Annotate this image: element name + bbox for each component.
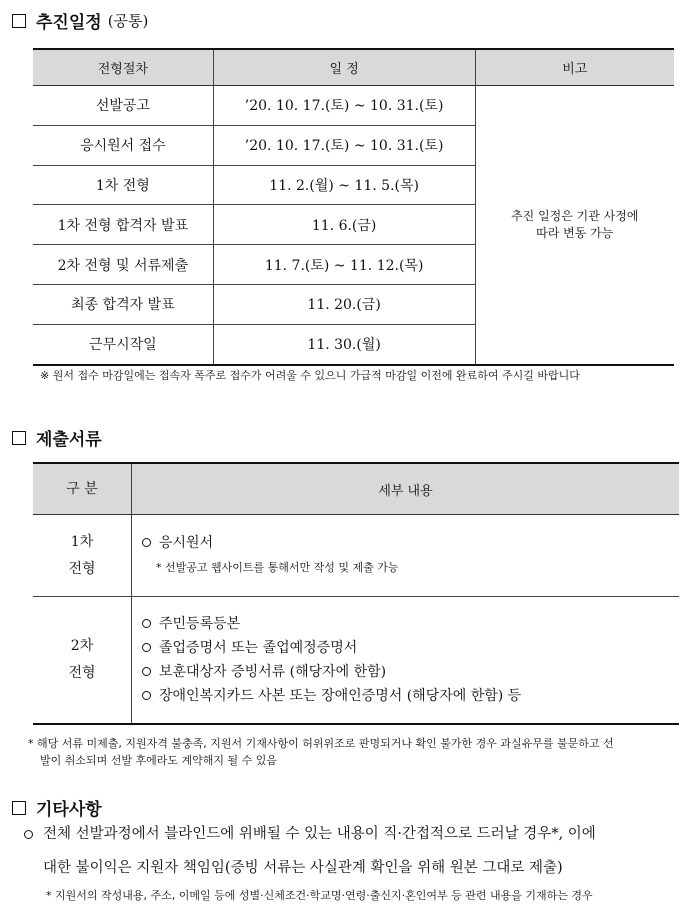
step-cell: 근무시작일 bbox=[33, 324, 213, 364]
circle-bullet-icon bbox=[142, 691, 151, 700]
footnote-line: * 해당 서류 미제출, 지원자격 불충족, 지원서 기재사항이 허위위조로 판명되거나 확인 불가한 경우 과실유무를 불문하고 선 bbox=[28, 737, 614, 750]
list-item bbox=[138, 531, 678, 555]
header-remark: 비고 bbox=[475, 49, 674, 86]
table-row bbox=[33, 515, 679, 597]
table-row bbox=[33, 597, 679, 724]
date-cell: 11. 2.(월) ~ 11. 5.(목) bbox=[213, 165, 475, 205]
step-cell: 1차 전형 합격자 발표 bbox=[33, 205, 213, 245]
step-cell: 최종 합격자 발표 bbox=[33, 284, 213, 324]
documents-footnote bbox=[28, 735, 688, 769]
documents-header-row bbox=[33, 463, 679, 515]
documents-section-title bbox=[12, 425, 102, 450]
step-cell: 2차 전형 및 서류제출 bbox=[33, 245, 213, 285]
other-subnote: * 지원서의 작성내용, 주소, 이메일 등에 성별·신체조건·학교명·연령·출신지·혼인여부 등 관련 내용을 기재하는 경우 bbox=[46, 889, 593, 902]
circle-bullet-icon bbox=[24, 830, 33, 839]
header-date: 일 정 bbox=[213, 49, 475, 86]
item-text: 대한 불이익은 지원자 책임임(증빙 서류는 사실관계 확인을 위해 원본 그대로 제출) bbox=[43, 860, 563, 876]
list-item bbox=[138, 684, 678, 708]
schedule-title: 추진일정 bbox=[36, 13, 102, 33]
list-item bbox=[138, 612, 678, 636]
list-item bbox=[138, 636, 678, 660]
date-cell: 11. 20.(금) bbox=[213, 284, 475, 324]
circle-bullet-icon bbox=[142, 538, 151, 547]
category-line: 전형 bbox=[68, 560, 96, 577]
circle-bullet-icon bbox=[142, 643, 151, 652]
item-text: 졸업증명서 또는 졸업예정증명서 bbox=[159, 639, 358, 656]
checkbox-square-icon bbox=[12, 431, 26, 445]
header-step: 전형절차 bbox=[33, 49, 213, 86]
details-cell bbox=[132, 515, 680, 597]
date-cell: 11. 6.(금) bbox=[213, 205, 475, 245]
documents-title: 제출서류 bbox=[36, 430, 102, 450]
other-item bbox=[20, 820, 680, 882]
item-text: 전체 선발과정에서 블라인드에 위배될 수 있는 내용이 직·간접적으로 드러날 경우*, 이에 bbox=[43, 826, 596, 842]
step-cell: 1차 전형 bbox=[33, 165, 213, 205]
schedule-footnote: ※ 원서 접수 마감일에는 접속자 폭주로 접수가 어려울 수 있으니 가급적 마감일 이전에 완료하여 주시길 바랍니다 bbox=[40, 369, 580, 382]
footnote-line: 발이 취소되며 선발 후에라도 계약해지 될 수 있음 bbox=[40, 754, 277, 767]
remark-line: 따라 변동 가능 bbox=[536, 225, 614, 240]
item-text: 장애인복지카드 사본 또는 장애인증명서 (해당자에 한함) 등 bbox=[159, 687, 522, 704]
item-text: 주민등록등본 bbox=[159, 615, 241, 632]
remark-cell bbox=[475, 86, 674, 365]
checkbox-square-icon bbox=[12, 801, 26, 815]
date-cell: 11. 7.(토) ~ 11. 12.(목) bbox=[213, 245, 475, 285]
other-title: 기타사항 bbox=[36, 800, 102, 820]
other-item-line bbox=[20, 820, 680, 848]
schedule-section-title bbox=[12, 8, 148, 33]
schedule-subtitle: (공통) bbox=[107, 12, 149, 30]
schedule-header-row bbox=[33, 49, 674, 86]
details-cell bbox=[132, 597, 680, 724]
circle-bullet-icon bbox=[142, 619, 151, 628]
item-subnote: * 선발공고 웹사이트를 통해서만 작성 및 제출 가능 bbox=[156, 560, 399, 574]
date-cell: ’20. 10. 17.(토) ~ 10. 31.(토) bbox=[213, 86, 475, 126]
date-cell: ’20. 10. 17.(토) ~ 10. 31.(토) bbox=[213, 125, 475, 165]
step-cell: 선발공고 bbox=[33, 86, 213, 126]
item-text: 응시원서 bbox=[159, 534, 214, 551]
item-text: 보훈대상자 증빙서류 (해당자에 한함) bbox=[159, 663, 387, 680]
header-details: 세부 내용 bbox=[132, 463, 680, 515]
header-category: 구 분 bbox=[33, 463, 132, 515]
list-item bbox=[138, 660, 678, 684]
other-section-title bbox=[12, 795, 102, 820]
category-cell bbox=[33, 597, 132, 724]
category-cell bbox=[33, 515, 132, 597]
remark-line: 추진 일정은 기관 사정에 bbox=[511, 208, 639, 223]
category-line: 1차 bbox=[70, 533, 94, 550]
date-cell: 11. 30.(월) bbox=[213, 324, 475, 364]
step-cell: 응시원서 접수 bbox=[33, 125, 213, 165]
category-line: 2차 bbox=[70, 637, 94, 654]
category-line: 전형 bbox=[68, 664, 96, 681]
schedule-table bbox=[33, 48, 674, 366]
table-row bbox=[33, 86, 674, 126]
checkbox-square-icon bbox=[12, 14, 26, 28]
documents-table bbox=[33, 462, 679, 725]
circle-bullet-icon bbox=[142, 667, 151, 676]
